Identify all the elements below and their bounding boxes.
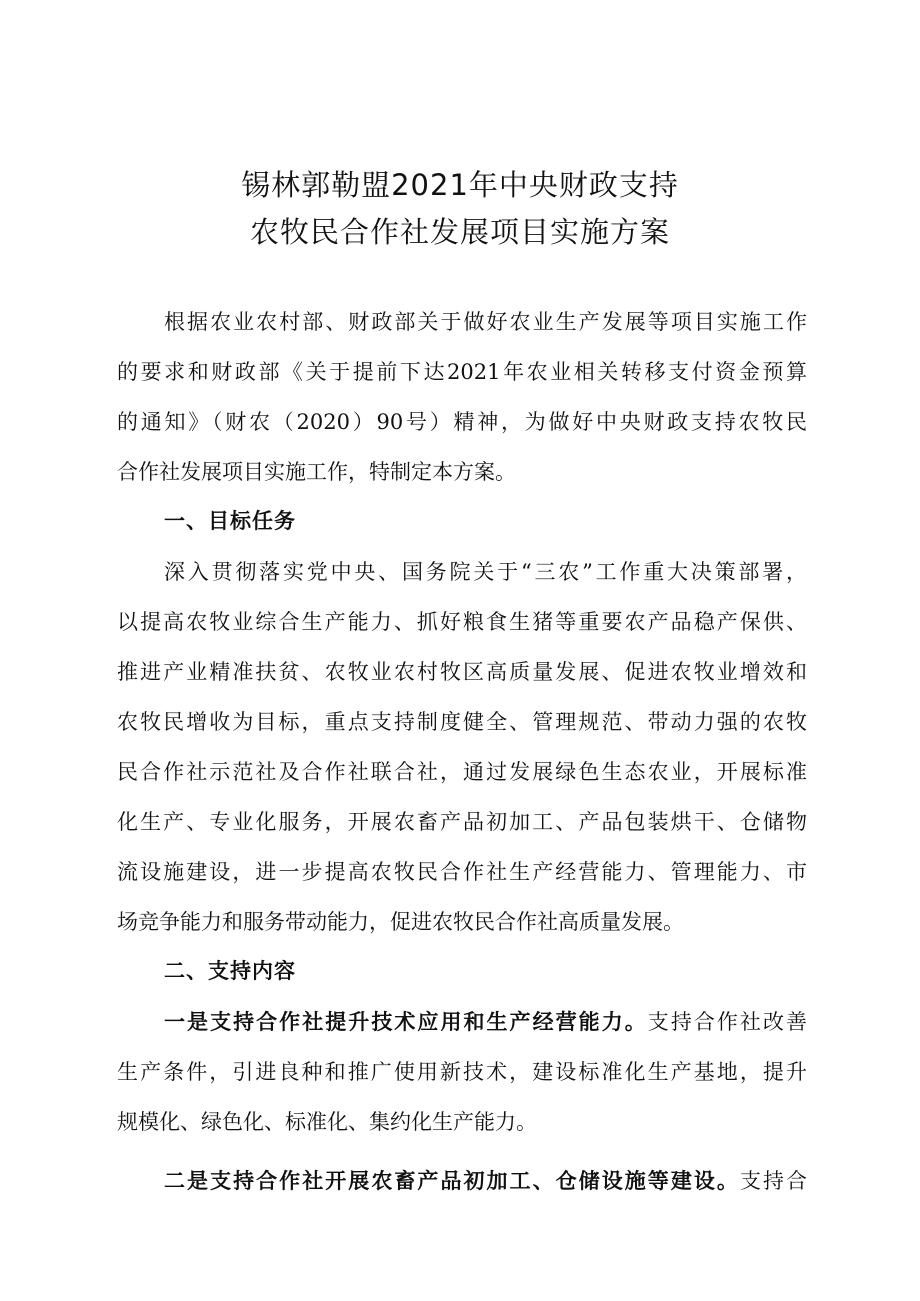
section-1-line-5: 民合作社示范社及合作社联合社，通过发展绿色生态农业，开展标准: [117, 760, 807, 784]
section-2-item-1-line-2: 生产条件，引进良种和推广使用新技术，建设标准化生产基地，提升: [117, 1060, 807, 1084]
intro-line-3: 的通知》（财农（2020）90号）精神，为做好中央财政支持农牧民: [117, 410, 807, 434]
section-2-item-1-first-line: [164, 1006, 807, 1036]
intro-line-4: 合作社发展项目实施工作，特制定本方案。: [117, 460, 516, 484]
section-1-line-8: 场竞争能力和服务带动能力，促进农牧民合作社高质量发展。: [117, 910, 684, 934]
section-1-line-3: 推进产业精准扶贫、农牧业农村牧区高质量发展、促进农牧业增效和: [117, 660, 807, 684]
section-1-line-2: 以提高农牧业综合生产能力、抓好粮食生猪等重要农产品稳产保供、: [117, 610, 807, 634]
intro-line-1: 根据农业农村部、财政部关于做好农业生产发展等项目实施工作: [164, 310, 807, 334]
section-2-item-1-lead: 一是支持合作社提升技术应用和生产经营能力。: [164, 1010, 648, 1034]
section-2-item-2-first-line: [164, 1165, 807, 1195]
section-2-item-2-rest: 支持合: [739, 1169, 808, 1193]
section-2-item-1-line-3: 规模化、绿色化、标准化、集约化生产能力。: [117, 1110, 537, 1134]
section-2-item-2-lead: 二是支持合作社开展农畜产品初加工、仓储设施等建设。: [164, 1169, 740, 1193]
section-1-line-7: 流设施建设，进一步提高农牧民合作社生产经营能力、管理能力、市: [117, 860, 807, 884]
section-1-heading: 一、目标任务: [164, 509, 296, 533]
section-2-item-1-rest: 支持合作社改善: [647, 1010, 808, 1034]
document-title-line-1: 锡林郭勒盟2021年中央财政支持: [241, 168, 679, 202]
document-title-line-2: 农牧民合作社发展项目实施方案: [249, 215, 670, 249]
intro-line-2: 的要求和财政部《关于提前下达2021年农业相关转移支付资金预算: [117, 360, 807, 384]
section-1-line-4: 农牧民增收为目标，重点支持制度健全、管理规范、带动力强的农牧: [117, 710, 807, 734]
section-1-line-1: 深入贯彻落实党中央、国务院关于“三农”工作重大决策部署，: [164, 560, 807, 584]
section-2-heading: 二、支持内容: [164, 959, 296, 983]
section-1-line-6: 化生产、专业化服务，开展农畜产品初加工、产品包装烘干、仓储物: [117, 810, 807, 834]
